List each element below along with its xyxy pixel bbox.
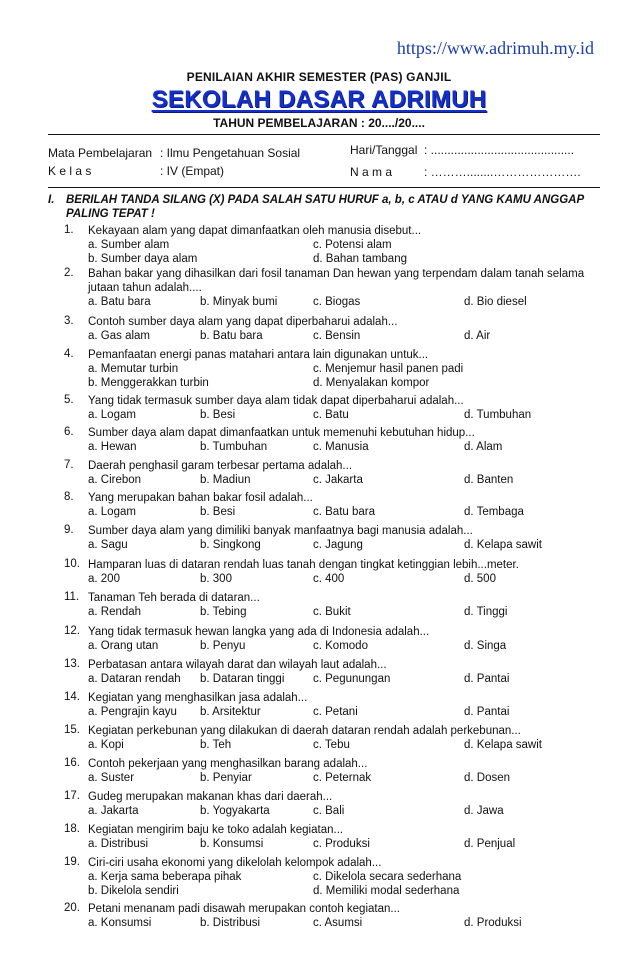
option-a[interactable]: a. Kerja sama beberapa pihak — [88, 871, 242, 883]
option-b[interactable]: b. Teh — [200, 739, 232, 751]
question-text: Daerah penghasil garam terbesar pertama adalah... — [88, 460, 353, 472]
question-number: 9. — [64, 524, 74, 536]
option-d[interactable]: d. Kelapa sawit — [464, 739, 542, 751]
question-text: Yang tidak termasuk hewan langka yang ada di Indonesia adalah... — [88, 626, 430, 638]
option-d[interactable]: d. Bahan tambang — [313, 253, 407, 265]
option-c[interactable]: c. 400 — [313, 573, 345, 585]
name-value: : ………........…………………. — [424, 165, 581, 179]
option-b[interactable]: b. Tebing — [200, 606, 247, 618]
instruction-text: BERILAH TANDA SILANG (X) PADA SALAH SATU HURUF a, b, c ATAU d YANG KAMU ANGGAP PALING TEPAT ! — [66, 194, 584, 220]
question-number: 12. — [64, 625, 80, 637]
option-a[interactable]: a. Kopi — [88, 739, 124, 751]
question-text: Perbatasan antara wilayah darat dan wilayah laut adalah... — [88, 659, 387, 671]
option-b[interactable]: b. Penyiar — [200, 772, 252, 784]
school-name: SEKOLAH DASAR ADRIMUH — [151, 86, 487, 113]
question-text: Sumber daya alam yang dimiliki banyak manfaatnya bagi manusia adalah... — [88, 525, 473, 537]
class-field — [48, 164, 224, 178]
option-c[interactable]: c. Batu bara — [313, 506, 376, 518]
option-a[interactable]: a. Memutar turbin — [88, 363, 179, 375]
divider-top — [48, 134, 600, 135]
option-b[interactable]: b. Konsumsi — [200, 838, 264, 850]
question-number: 18. — [64, 823, 80, 835]
question-number: 8. — [64, 491, 74, 503]
question-text: Bahan bakar yang dihasilkan dari fosil tanaman Dan hewan yang terpendam dalam tanah selama jutaan tahun adalah.... — [88, 268, 585, 294]
date-label: Hari/Tanggal — [350, 143, 418, 157]
option-c[interactable]: c. Bensin — [313, 330, 361, 342]
option-d[interactable]: d. Pantai — [464, 706, 510, 718]
question-number: 3. — [64, 315, 74, 327]
question-text: Yang tidak termasuk sumber daya alam tidak dapat diperbaharui adalah... — [88, 395, 464, 407]
option-a[interactable]: a. Cirebon — [88, 474, 142, 486]
subject-field — [48, 146, 300, 160]
question-number: 6. — [64, 426, 74, 438]
question-number: 2. — [64, 267, 74, 279]
option-b[interactable]: b. Arsitektur — [200, 706, 261, 718]
option-b[interactable]: b. Madiun — [200, 474, 251, 486]
option-a[interactable]: a. Distribusi — [88, 838, 149, 850]
question-number: 4. — [64, 348, 74, 360]
question-number: 15. — [64, 724, 80, 736]
option-c[interactable]: c. Bukit — [313, 606, 351, 618]
option-a[interactable]: a. Orang utan — [88, 640, 159, 652]
name-label: N a m a — [350, 165, 393, 179]
question-number: 10. — [64, 558, 80, 570]
question-number: 1. — [64, 224, 74, 236]
option-d[interactable]: d. Kelapa sawit — [464, 539, 542, 551]
option-b[interactable]: b. Batu bara — [200, 330, 263, 342]
option-c[interactable]: c. Tebu — [313, 739, 350, 751]
option-b[interactable]: b. Minyak bumi — [200, 296, 278, 308]
option-d[interactable]: d. 500 — [464, 573, 496, 585]
option-a[interactable]: a. Logam — [88, 409, 136, 421]
date-field — [350, 143, 574, 157]
website-url[interactable]: https://www.adrimuh.my.id — [396, 38, 594, 58]
option-b[interactable]: b. Yogyakarta — [200, 805, 270, 817]
question-number: 13. — [64, 658, 80, 670]
date-value: : ........................................... — [424, 143, 575, 157]
option-b[interactable]: b. Besi — [200, 506, 236, 518]
class-label: K e l a s — [48, 164, 92, 178]
question-text: Kegiatan mengirim baju ke toko adalah kegiatan... — [88, 824, 344, 836]
question-text: Tanaman Teh berada di dataran... — [88, 592, 260, 604]
question-number: 14. — [64, 691, 80, 703]
section-number: I. — [48, 194, 55, 206]
option-c[interactable]: c. Bali — [313, 805, 345, 817]
option-c[interactable]: c. Peternak — [313, 772, 372, 784]
option-d[interactable]: d. Tumbuhan — [464, 409, 532, 421]
option-c[interactable]: c. Biogas — [313, 296, 361, 308]
option-b[interactable]: b. Distribusi — [200, 917, 261, 929]
question-text: Kekayaan alam yang dapat dimanfaatkan oleh manusia disebut... — [88, 225, 422, 237]
question-number: 20. — [64, 902, 80, 914]
question-text: Pemanfaatan energi panas matahari antara lain digunakan untuk... — [88, 349, 429, 361]
option-d[interactable]: d. Alam — [464, 441, 503, 453]
question-number: 5. — [64, 394, 74, 406]
option-c[interactable]: c. Dikelola secara sederhana — [313, 871, 462, 883]
option-a[interactable]: a. Dataran rendah — [88, 673, 181, 685]
instruction — [48, 193, 598, 221]
option-a[interactable]: a. Pengrajin kayu — [88, 706, 177, 718]
option-d[interactable]: d. Penjual — [464, 838, 516, 850]
option-b[interactable]: b. Penyu — [200, 640, 246, 652]
question-text: Sumber daya alam dapat dimanfaatkan untuk memenuhi kebutuhan hidup... — [88, 427, 475, 439]
option-d[interactable]: d. Tembaga — [464, 506, 524, 518]
name-field — [350, 165, 581, 179]
option-a[interactable]: a. Gas alam — [88, 330, 150, 342]
question-text: Petani menanam padi disawah merupakan contoh kegiatan... — [88, 903, 400, 915]
question-text: Hamparan luas di dataran rendah luas tanah dengan tingkat ketinggian lebih...meter. — [88, 559, 519, 571]
exam-title: PENILAIAN AKHIR SEMESTER (PAS) GANJIL — [186, 70, 452, 84]
option-b[interactable]: b. 300 — [200, 573, 232, 585]
option-c[interactable]: c. Komodo — [313, 640, 368, 652]
question-number: 16. — [64, 757, 80, 769]
option-a[interactable]: a. Sumber alam — [88, 239, 170, 251]
option-a[interactable]: a. Jakarta — [88, 805, 139, 817]
option-c[interactable]: c. Jakarta — [313, 474, 363, 486]
option-b[interactable]: b. Sumber daya alam — [88, 253, 198, 265]
question-text: Kegiatan perkebunan yang dilakukan di daerah dataran rendah adalah perkebunan... — [88, 725, 521, 737]
option-c[interactable]: c. Produksi — [313, 838, 370, 850]
question-text: Gudeg merupakan makanan khas dari daerah... — [88, 791, 333, 803]
option-d[interactable]: d. Memiliki modal sederhana — [313, 885, 460, 897]
question-text: Ciri-ciri usaha ekonomi yang dikelolah kelompok adalah... — [88, 857, 382, 869]
option-a[interactable]: a. Batu bara — [88, 296, 151, 308]
option-d[interactable]: d. Pantai — [464, 673, 510, 685]
option-d[interactable]: d. Tinggi — [464, 606, 508, 618]
option-c[interactable]: c. Manusia — [313, 441, 369, 453]
option-a[interactable]: a. Sagu — [88, 539, 128, 551]
option-a[interactable]: a. 200 — [88, 573, 120, 585]
option-c[interactable]: c. Menjemur hasil panen padi — [313, 363, 464, 375]
option-a[interactable]: a. Rendah — [88, 606, 142, 618]
option-b[interactable]: b. Menggerakkan turbin — [88, 377, 209, 389]
option-d[interactable]: d. Air — [464, 330, 491, 342]
option-c[interactable]: c. Batu — [313, 409, 349, 421]
option-d[interactable]: d. Produksi — [464, 917, 522, 929]
question-number: 11. — [64, 591, 80, 603]
school-year: TAHUN PEMBELAJARAN : 20..../20.... — [213, 116, 425, 130]
question-number: 19. — [64, 856, 80, 868]
question-text: Contoh pekerjaan yang menghasilkan barang adalah... — [88, 758, 368, 770]
option-b[interactable]: b. Dikelola sendiri — [88, 885, 179, 897]
subject-label: Mata Pembelajaran — [48, 146, 153, 160]
option-b[interactable]: b. Besi — [200, 409, 236, 421]
option-d[interactable]: d. Banten — [464, 474, 514, 486]
option-b[interactable]: b. Tumbuhan — [200, 441, 268, 453]
option-d[interactable]: d. Singa — [464, 640, 507, 652]
class-value: : IV (Empat) — [160, 164, 225, 178]
option-d[interactable]: d. Jawa — [464, 805, 504, 817]
option-a[interactable]: a. Suster — [88, 772, 135, 784]
question-text: Yang merupakan bahan bakar fosil adalah... — [88, 492, 313, 504]
option-d[interactable]: d. Dosen — [464, 772, 511, 784]
option-c[interactable]: c. Petani — [313, 706, 358, 718]
question-number: 7. — [64, 459, 74, 471]
question-text: Contoh sumber daya alam yang dapat diperbaharui adalah... — [88, 316, 398, 328]
option-a[interactable]: a. Hewan — [88, 441, 137, 453]
question-number: 17. — [64, 790, 80, 802]
option-c[interactable]: c. Jagung — [313, 539, 363, 551]
option-c[interactable]: c. Potensi alam — [313, 239, 392, 251]
option-a[interactable]: a. Konsumsi — [88, 917, 152, 929]
subject-value: : Ilmu Pengetahuan Sosial — [160, 146, 301, 160]
question-text: Kegiatan yang menghasilkan jasa adalah... — [88, 692, 308, 704]
option-b[interactable]: b. Singkong — [200, 539, 261, 551]
option-d[interactable]: d. Bio diesel — [464, 296, 527, 308]
option-c[interactable]: c. Pegunungan — [313, 673, 391, 685]
option-d[interactable]: d. Menyalakan kompor — [313, 377, 430, 389]
divider-bottom — [48, 187, 600, 188]
option-a[interactable]: a. Logam — [88, 506, 136, 518]
option-b[interactable]: b. Dataran tinggi — [200, 673, 285, 685]
option-c[interactable]: c. Asumsi — [313, 917, 363, 929]
